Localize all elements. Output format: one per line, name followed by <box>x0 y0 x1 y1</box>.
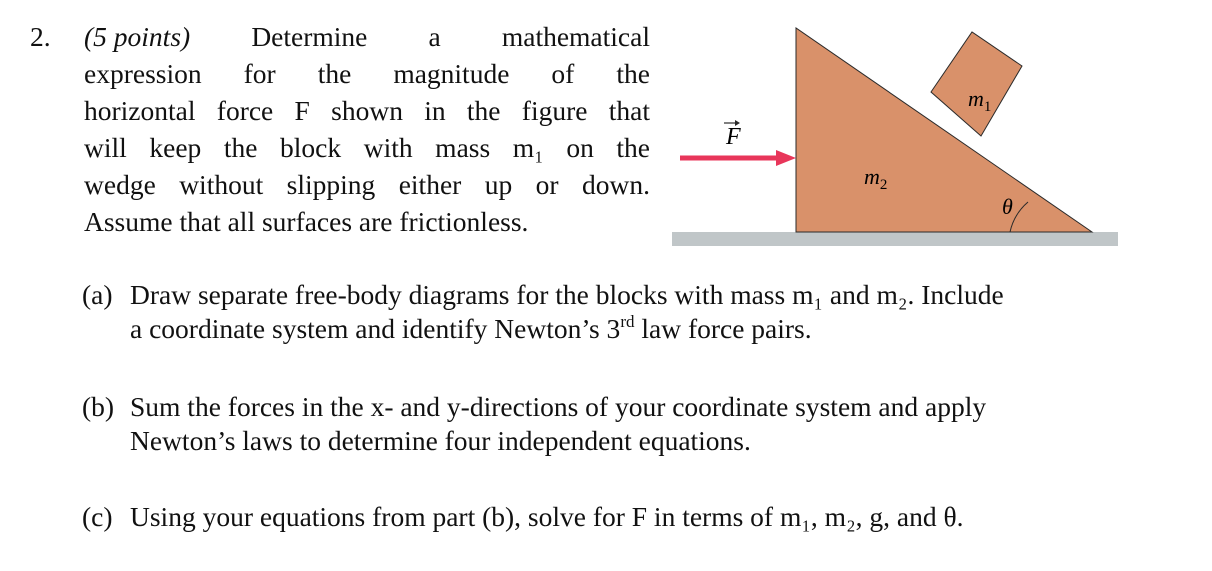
part-c-label: (c) <box>82 501 113 532</box>
problem-line-1: (5 points) Determine a mathematical <box>84 18 650 55</box>
force-arrow-head <box>776 150 796 166</box>
block-label: $m_1$ <box>968 86 992 115</box>
problem-line-6: Assume that all surfaces are frictionless. <box>84 206 529 237</box>
part-b-text: Sum the forces in the x- and y-directions of your coordinate system and apply Newton’s laws to determine four independent equations. <box>130 391 987 456</box>
problem-line-3: horizontal force F shown in the figure that <box>84 95 650 126</box>
part-a-label: (a) <box>82 279 113 310</box>
part-b-label: (b) <box>82 391 115 422</box>
wedge-m2 <box>796 28 1092 232</box>
problem-line-4: will keep the block with mass m₁ on the <box>84 132 650 163</box>
angle-label: θ <box>1002 194 1013 219</box>
part-c-text: Using your equations from part (b), solve for F in terms of m₁, m₂, g, and θ. <box>130 501 964 532</box>
points-label: (5 points) <box>84 21 191 52</box>
problem-number: 2. <box>30 21 51 52</box>
part-a-text: Draw separate free-body diagrams for the blocks with mass m₁ and m₂. Include a coordinate system and identify Newton’s 3rd law force pairs. <box>130 279 1004 344</box>
problem-line-2: expression for the magnitude of the <box>84 58 650 89</box>
problem-line-5: wedge without slipping either up or down. <box>84 169 650 200</box>
block-m1 <box>931 32 1022 136</box>
problem-text <box>84 18 650 240</box>
floor <box>672 232 1118 246</box>
wedge-label: $m_2$ <box>864 164 888 193</box>
force-label: F <box>726 124 741 150</box>
wedge-figure <box>672 20 1120 250</box>
wedge-diagram <box>672 20 1120 250</box>
